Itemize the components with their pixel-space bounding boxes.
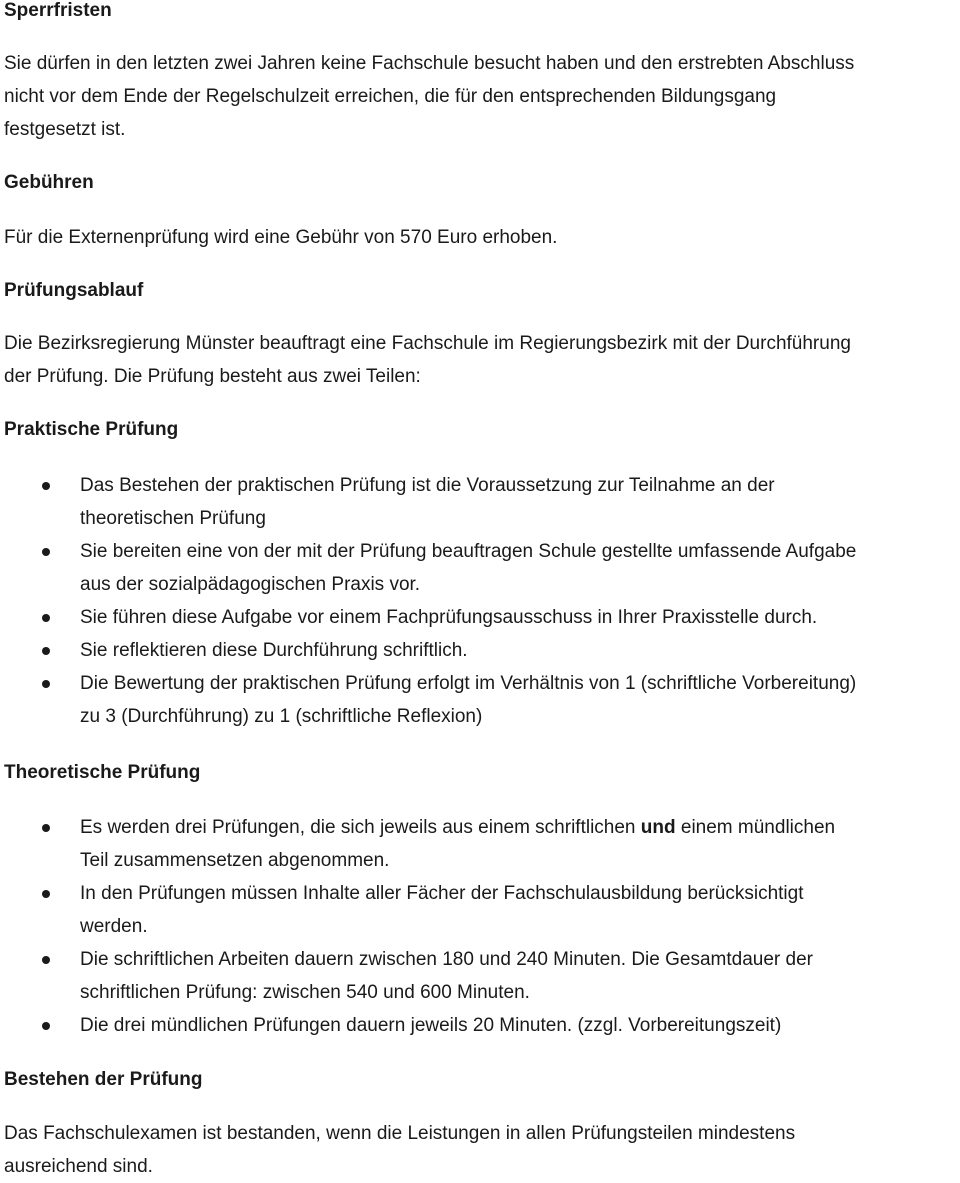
paragraph-pruefungsablauf [4,327,956,393]
bullet-icon [42,824,50,832]
heading-theoretische-pruefung: Theoretische Prüfung [4,762,201,783]
paragraph-gebuehren [4,221,956,254]
text-line: werden. [80,916,148,937]
text-line: Sie bereiten eine von der mit der Prüfung beauftragen Schule gestellte umfassende Aufgabe [80,541,857,562]
paragraph-bestehen [4,1117,956,1183]
list-item [4,634,960,667]
list-item [4,535,960,601]
text-line: Die Bezirksregierung Münster beauftragt eine Fachschule im Regierungsbezirk mit der Durchführung [4,333,851,354]
text-line: festgesetzt ist. [4,119,126,140]
heading-gebuehren: Gebühren [4,172,94,193]
text-line: Das Bestehen der praktischen Prüfung ist die Voraussetzung zur Teilnahme an der [80,475,775,496]
text-line: Für die Externenprüfung wird eine Gebühr von 570 Euro erhoben. [4,227,558,248]
bullet-icon [42,890,50,898]
text-line: Sie führen diese Aufgabe vor einem Fachprüfungsausschuss in Ihrer Praxisstelle durch. [80,607,818,628]
list-item [4,469,960,535]
text-line: In den Prüfungen müssen Inhalte aller Fächer der Fachschulausbildung berücksichtigt [80,883,804,904]
text-line: Die drei mündlichen Prüfungen dauern jeweils 20 Minuten. (zzgl. Vorbereitungszeit) [80,1015,782,1036]
text-line: Teil zusammensetzen abgenommen. [80,850,390,871]
text-line: Die schriftlichen Arbeiten dauern zwischen 180 und 240 Minuten. Die Gesamtdauer der [80,949,813,970]
list-item [4,943,960,1009]
heading-bestehen: Bestehen der Prüfung [4,1069,203,1090]
list-praktische-pruefung [4,469,960,733]
list-item [4,877,960,943]
text-segment: Es werden drei Prüfungen, die sich jeweils aus einem schriftlichen [80,817,641,838]
text-line: aus der sozialpädagogischen Praxis vor. [80,574,421,595]
list-item [4,601,960,634]
bullet-icon [42,614,50,622]
heading-sperrfristen: Sperrfristen [4,0,112,21]
text-line: Die Bewertung der praktischen Prüfung erfolgt im Verhältnis von 1 (schriftliche Vorbereitung) [80,673,857,694]
text-segment: einem mündlichen [675,817,836,838]
text-line: Sie reflektieren diese Durchführung schriftlich. [80,640,468,661]
list-item [4,667,960,733]
text-line: ausreichend sind. [4,1156,153,1177]
list-theoretische-pruefung [4,811,960,1042]
list-item [4,811,960,877]
bullet-icon [42,482,50,490]
text-line: zu 3 (Durchführung) zu 1 (schriftliche Reflexion) [80,706,483,727]
text-line: schriftlichen Prüfung: zwischen 540 und 600 Minuten. [80,982,530,1003]
bullet-icon [42,647,50,655]
bullet-icon [42,956,50,964]
text-line: Das Fachschulexamen ist bestanden, wenn die Leistungen in allen Prüfungsteilen mindestens [4,1123,796,1144]
list-item [4,1009,960,1042]
bullet-icon [42,1022,50,1030]
text-line [80,811,960,844]
paragraph-sperrfristen [4,47,956,146]
text-line: Sie dürfen in den letzten zwei Jahren keine Fachschule besucht haben und den erstrebten Abschluss [4,53,855,74]
heading-praktische-pruefung: Praktische Prüfung [4,419,179,440]
heading-pruefungsablauf: Prüfungsablauf [4,280,144,301]
text-line: nicht vor dem Ende der Regelschulzeit erreichen, die für den entsprechenden Bildungsgang [4,86,777,107]
emphasis-text: und [640,817,676,838]
bullet-icon [42,680,50,688]
text-line: der Prüfung. Die Prüfung besteht aus zwei Teilen: [4,366,421,387]
bullet-icon [42,548,50,556]
text-line: theoretischen Prüfung [80,508,266,529]
